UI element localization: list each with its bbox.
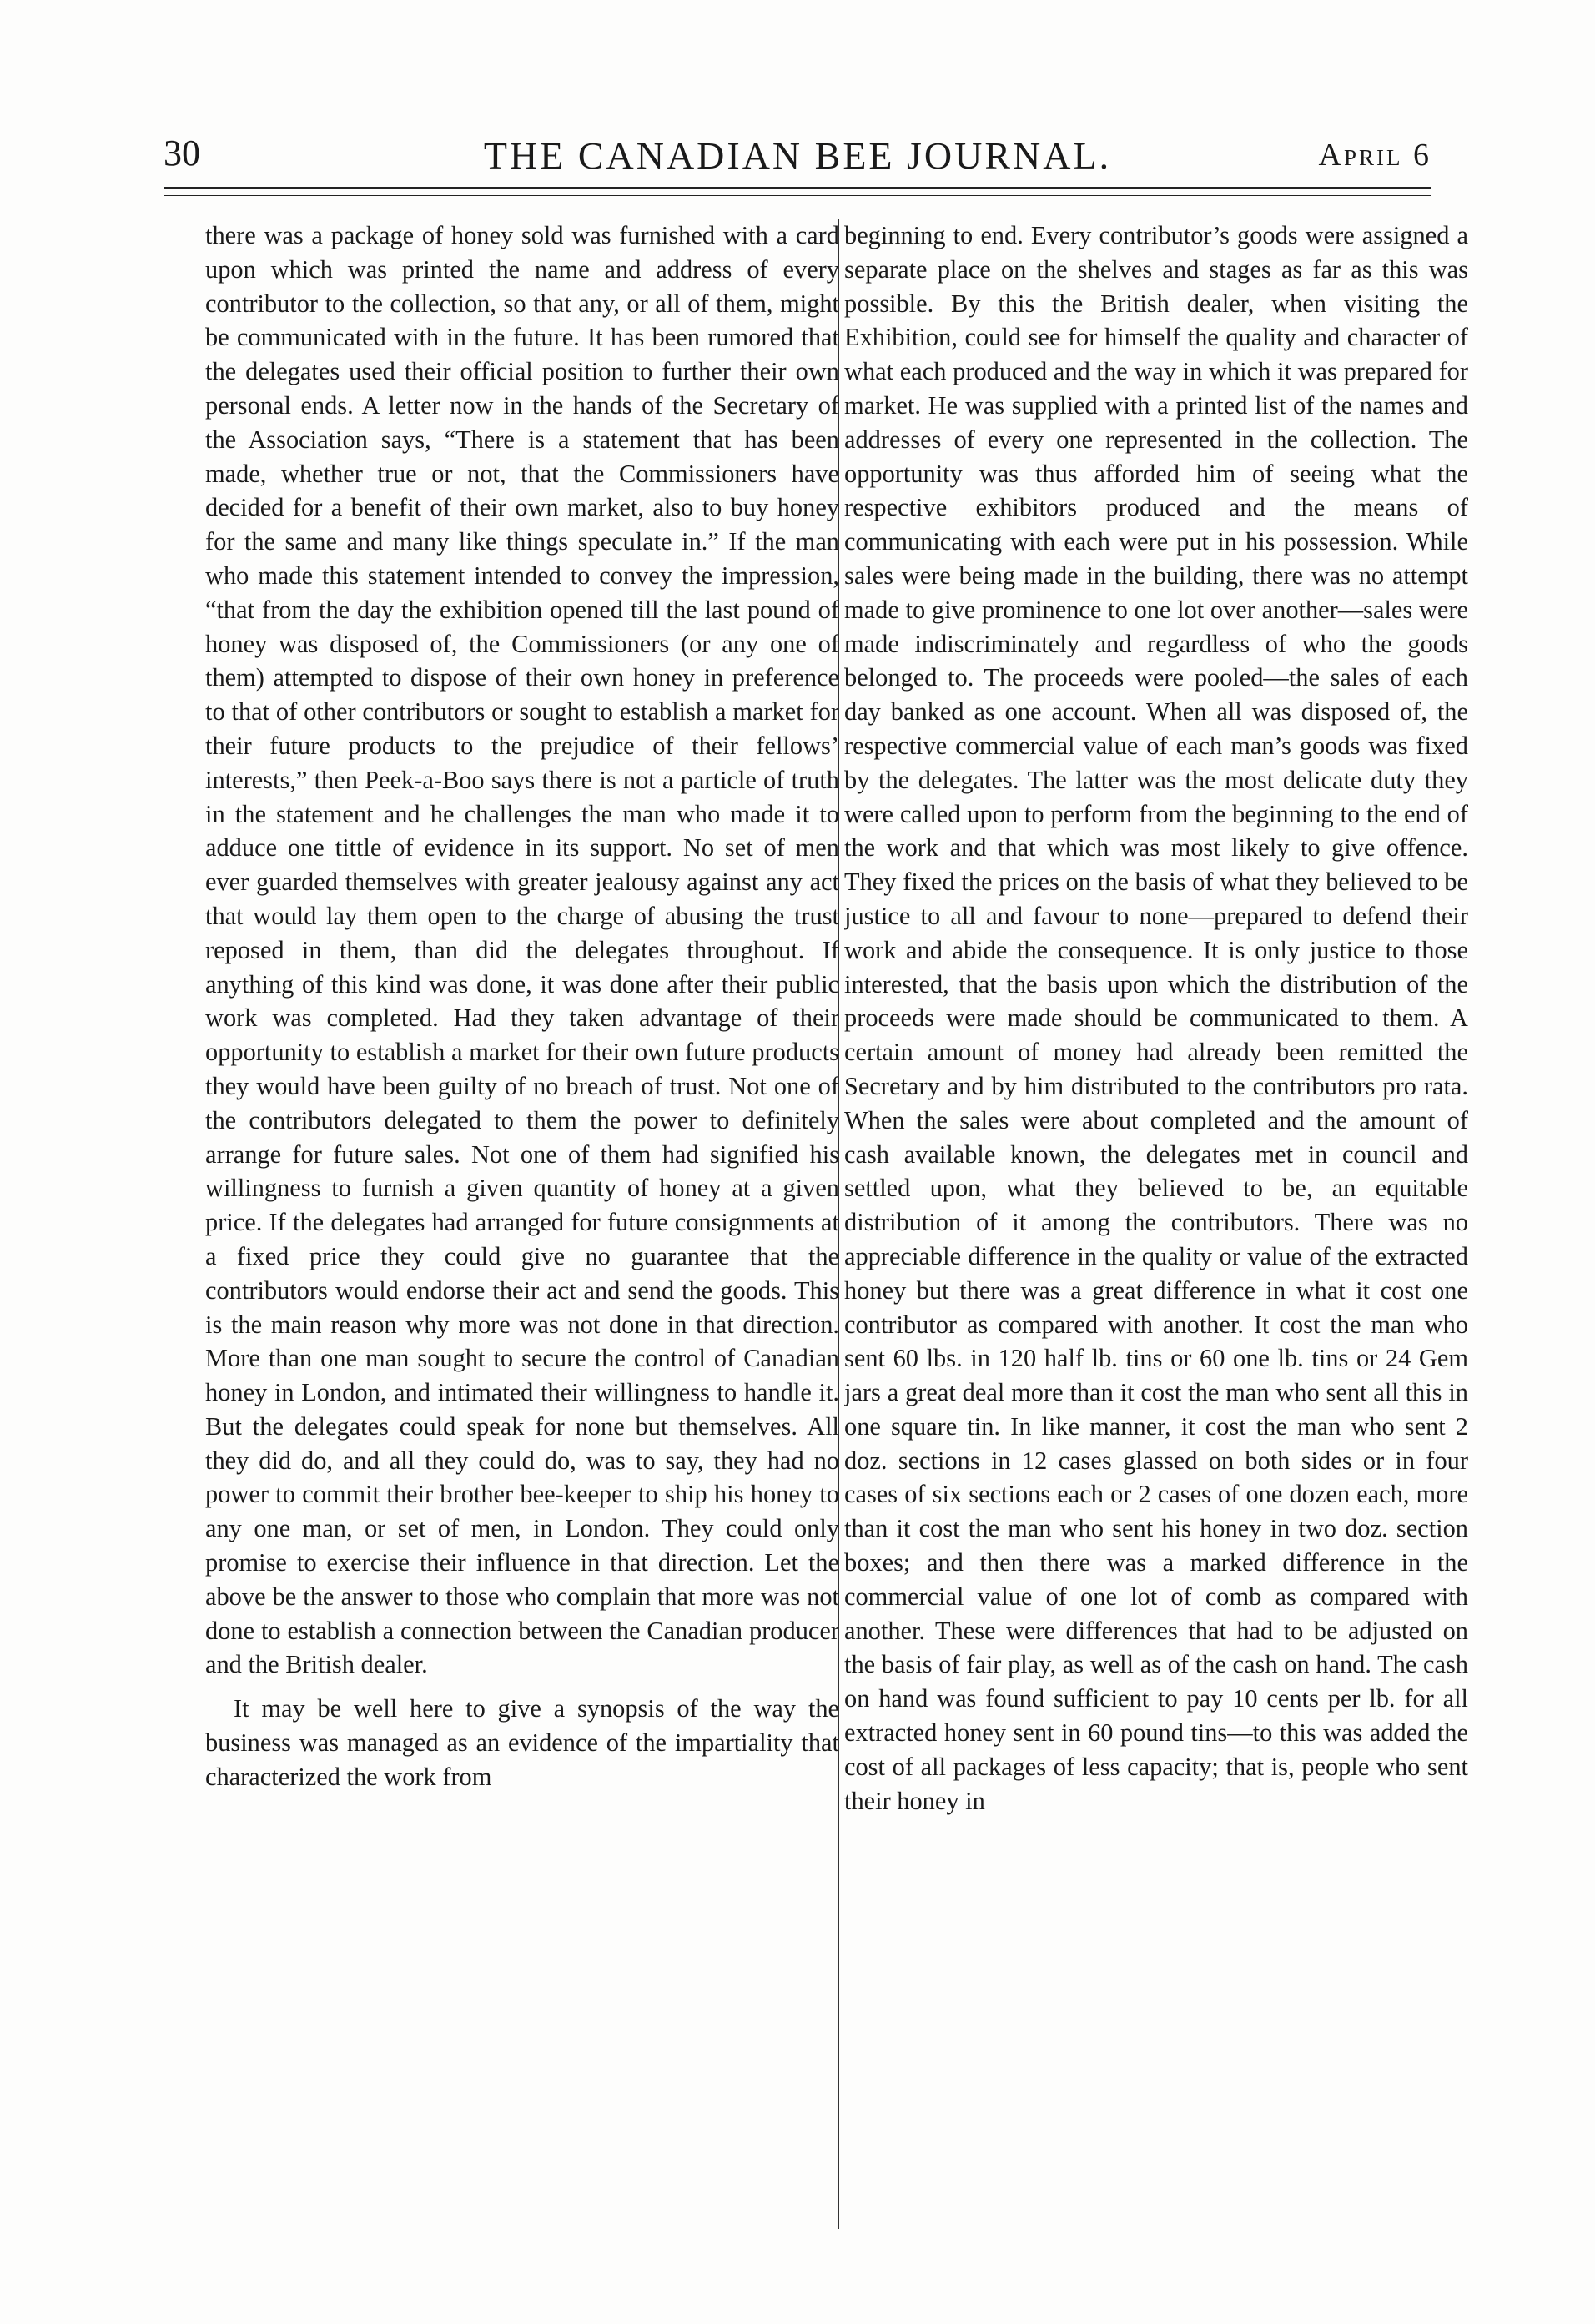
left-paragraph-1: there was a package of honey sold was furnished with a card upon which was printed the name and address of every contributor to the collection, so that any, or all of them, might be communicated with in the future. It has been rumored that the delegates used their official position to further their own personal ends. A letter now in the hands of the Secretary of the Association says, “There is a statement that has been made, whether true or not, that the Commissioners have decided for a benefit of their own market, also to buy honey for the same and many like things speculate in.” If the man who made this statement intended to convey the impression, “that from the day the exhibition opened till the last pound of honey was disposed of, the Commissioners (or any one of them) attempted to dispose of their own honey in preference to that of other contributors or sought to establish a market for their future products to the prejudice of their fellows’ interests,” then Peek-a-Boo says there is not a particle of truth in the statement and he challenges the man who made it to adduce one tittle of evidence in its support. No set of men ever guarded themselves with greater jealousy against any act that would lay them open to the charge of abusing the trust reposed in them, than did the delegates throughout. If anything of this kind was done, it was done after their public work was completed. Had they taken advantage of their opportunity to establish a market for their own future products they would have been guilty of no breach of trust. Not one of the contributors delegated to them the power to definitely arrange for future sales. Not one of them had signified his willingness to furnish a given quantity of honey at a given price. If the delegates had arranged for future consignments at a fixed price they could give no guarantee that the contributors would endorse their act and send the goods. This is the main reason why more was not done in that direction. More than one man sought to secure the control of Canadian honey in London, and intimated their willingness to handle it. But the delegates could speak for none but themselves. All they did do, and all they could do, was to say, they had no power to commit their brother bee-keeper to ship his honey to any one man, or set of men, in London. They could only promise to exercise their influence in that direction. Let the above be the answer to those who complain that more was not done to establish a connection between the Canadian producer and the British dealer. <box>205 221 839 1679</box>
issue-date: April 6 <box>1318 138 1431 173</box>
left-paragraph-2: It may be well here to give a synopsis of the way the business was managed as an evidence of the impartiality that characterized the work from <box>205 1694 839 1791</box>
running-header <box>164 125 1431 184</box>
right-paragraph-1: beginning to end. Every contributor’s goods were assigned a separate place on the shelves and stages as far as this was possible. By this the British dealer, when visiting the Exhibition, could see for himself the quality and character of what each produced and the way in which it was prepared for market. He was supplied with a printed list of the names and addresses of every one represented in the collection. The opportunity was thus afforded him of seeing what the respective exhibitors produced and the means of communicating with each were put in his possession. While sales were being made in the building, there was no attempt made to give prominence to one lot over another—sales were made indiscriminately and regardless of who the goods belonged to. The proceeds were pooled—the sales of each day banked as one account. When all was disposed of, the respective commercial value of each man’s goods was fixed by the delegates. The latter was the most delicate duty they were called upon to perform from the beginning to the end of the work and that which was most likely to give offence. They fixed the prices on the basis of what they believed to be justice to all and favour to none—prepared to defend their work and abide the consequence. It is only justice to those interested, that the basis upon which the distribution of the proceeds were made should be communicated to them. A certain amount of money had already been remitted the Secretary and by him distributed to the contributors pro rata. When the sales were about completed and the amount of cash available known, the delegates met in council and settled upon, what they believed to be, an equitable distribution of it among the contributors. There was no appreciable difference in the quality or value of the extracted honey but there was a great difference in what it cost one contributor as compared with another. It cost the man who sent 60 lbs. in 120 half lb. tins or 60 one lb. tins or 24 Gem jars a great deal more than it cost the man who sent all this in one square tin. In like manner, it cost the man who sent 2 doz. sections in 12 cases glassed on both sides or in four cases of six sections each or 2 cases of one dozen each, more than it cost the man who sent his honey in two doz. section boxes; and then there was a marked difference in the commercial value of one lot of comb as compared with another. These were differences that had to be adjusted on the basis of fair play, as well as of the cash on hand. The cash on hand was found sufficient to pay 10 cents per lb. for all extracted honey sent in 60 pound tins—to this was added the cost of all packages of less capacity; that is, people who sent their honey in <box>844 221 1468 1815</box>
header-rule-thin <box>164 195 1431 196</box>
header-rule-thick <box>164 187 1431 189</box>
page-number: 30 <box>164 133 200 174</box>
journal-title: THE CANADIAN BEE JOURNAL. <box>483 134 1112 177</box>
column-divider <box>838 219 839 2229</box>
left-column <box>205 219 839 2229</box>
right-column <box>844 219 1468 2229</box>
